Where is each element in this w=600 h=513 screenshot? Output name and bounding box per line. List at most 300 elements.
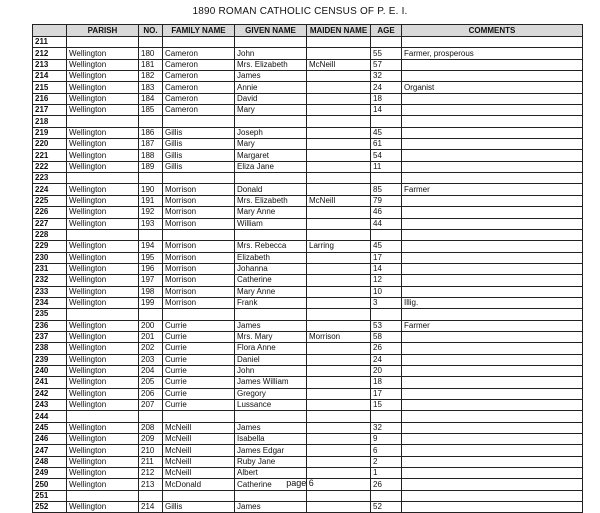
cell-parish [67, 173, 139, 184]
cell-family-name: Morrison [163, 184, 235, 195]
cell-age: 24 [371, 354, 402, 365]
cell-age: 45 [371, 241, 402, 252]
cell-family-name: McNeill [163, 456, 235, 467]
cell-maiden-name [307, 105, 371, 116]
cell-parish: Wellington [67, 105, 139, 116]
cell-row-number: 251 [33, 490, 67, 501]
cell-parish: Wellington [67, 139, 139, 150]
cell-comments [402, 331, 583, 342]
cell-entry-number: 195 [139, 252, 163, 263]
cell-age [371, 173, 402, 184]
cell-comments: Illig. [402, 297, 583, 308]
cell-given-name [235, 229, 307, 240]
cell-parish [67, 309, 139, 320]
cell-parish: Wellington [67, 127, 139, 138]
cell-row-number: 220 [33, 139, 67, 150]
table-row [33, 490, 583, 501]
cell-parish: Wellington [67, 365, 139, 376]
cell-age: 61 [371, 139, 402, 150]
cell-comments [402, 445, 583, 456]
cell-entry-number: 188 [139, 150, 163, 161]
table-row [33, 388, 583, 399]
table-row [33, 286, 583, 297]
cell-family-name: Gillis [163, 139, 235, 150]
cell-entry-number: 182 [139, 71, 163, 82]
cell-comments [402, 195, 583, 206]
cell-family-name [163, 37, 235, 48]
cell-comments [402, 456, 583, 467]
table-row [33, 173, 583, 184]
cell-parish: Wellington [67, 320, 139, 331]
cell-given-name: Annie [235, 82, 307, 93]
cell-age: 14 [371, 105, 402, 116]
cell-parish: Wellington [67, 502, 139, 513]
cell-row-number: 224 [33, 184, 67, 195]
cell-comments [402, 434, 583, 445]
cell-given-name: James [235, 320, 307, 331]
table-row [33, 93, 583, 104]
cell-age: 14 [371, 263, 402, 274]
cell-entry-number: 200 [139, 320, 163, 331]
cell-entry-number: 199 [139, 297, 163, 308]
cell-age [371, 309, 402, 320]
cell-parish: Wellington [67, 456, 139, 467]
cell-row-number: 221 [33, 150, 67, 161]
cell-comments [402, 422, 583, 433]
cell-parish [67, 411, 139, 422]
cell-row-number: 213 [33, 59, 67, 70]
cell-maiden-name [307, 207, 371, 218]
cell-maiden-name [307, 297, 371, 308]
table-row [33, 252, 583, 263]
cell-parish: Wellington [67, 297, 139, 308]
cell-maiden-name [307, 150, 371, 161]
cell-row-number: 245 [33, 422, 67, 433]
cell-comments [402, 139, 583, 150]
cell-given-name: Elizabeth [235, 252, 307, 263]
cell-row-number: 247 [33, 445, 67, 456]
cell-age: 11 [371, 161, 402, 172]
cell-given-name [235, 309, 307, 320]
table-row [33, 127, 583, 138]
cell-parish: Wellington [67, 275, 139, 286]
table-row [33, 241, 583, 252]
cell-parish: Wellington [67, 59, 139, 70]
cell-age: 6 [371, 445, 402, 456]
cell-comments [402, 343, 583, 354]
cell-age: 15 [371, 400, 402, 411]
cell-parish: Wellington [67, 82, 139, 93]
table-row [33, 309, 583, 320]
table-row [33, 434, 583, 445]
cell-given-name: Mary Anne [235, 207, 307, 218]
cell-given-name: Margaret [235, 150, 307, 161]
cell-given-name: Donald [235, 184, 307, 195]
cell-row-number: 246 [33, 434, 67, 445]
cell-family-name: Cameron [163, 59, 235, 70]
cell-given-name [235, 116, 307, 127]
cell-parish: Wellington [67, 241, 139, 252]
cell-parish: Wellington [67, 161, 139, 172]
cell-maiden-name [307, 377, 371, 388]
cell-entry-number: 201 [139, 331, 163, 342]
cell-given-name: Mrs. Elizabeth [235, 59, 307, 70]
cell-family-name [163, 173, 235, 184]
cell-family-name [163, 116, 235, 127]
table-row [33, 229, 583, 240]
cell-age [371, 116, 402, 127]
cell-comments [402, 241, 583, 252]
cell-entry-number: 193 [139, 218, 163, 229]
table-row [33, 207, 583, 218]
cell-entry-number: 202 [139, 343, 163, 354]
cell-entry-number [139, 229, 163, 240]
cell-parish: Wellington [67, 195, 139, 206]
cell-given-name: James [235, 422, 307, 433]
cell-family-name [163, 309, 235, 320]
cell-row-number: 240 [33, 365, 67, 376]
cell-family-name: Morrison [163, 195, 235, 206]
cell-age: 55 [371, 48, 402, 59]
cell-given-name: John [235, 365, 307, 376]
cell-maiden-name [307, 286, 371, 297]
cell-entry-number: 194 [139, 241, 163, 252]
table-row [33, 218, 583, 229]
cell-maiden-name [307, 275, 371, 286]
cell-comments [402, 490, 583, 501]
cell-family-name [163, 490, 235, 501]
cell-given-name: Frank [235, 297, 307, 308]
cell-entry-number: 192 [139, 207, 163, 218]
cell-comments [402, 207, 583, 218]
cell-comments [402, 105, 583, 116]
cell-family-name: Gillis [163, 161, 235, 172]
cell-given-name: William [235, 218, 307, 229]
cell-comments: Farmer [402, 320, 583, 331]
cell-given-name: Daniel [235, 354, 307, 365]
header-maiden-name: MAIDEN NAME [307, 25, 371, 37]
cell-comments: Farmer [402, 184, 583, 195]
table-row [33, 161, 583, 172]
header-age: AGE [371, 25, 402, 37]
census-body [33, 37, 583, 513]
cell-maiden-name: McNeill [307, 195, 371, 206]
cell-family-name: McNeill [163, 422, 235, 433]
table-row [33, 445, 583, 456]
cell-family-name: Morrison [163, 252, 235, 263]
cell-entry-number: 210 [139, 445, 163, 456]
cell-family-name: Cameron [163, 105, 235, 116]
cell-entry-number: 196 [139, 263, 163, 274]
cell-row-number: 211 [33, 37, 67, 48]
table-row [33, 48, 583, 59]
cell-given-name: James William [235, 377, 307, 388]
cell-comments [402, 388, 583, 399]
cell-family-name [163, 229, 235, 240]
cell-row-number: 248 [33, 456, 67, 467]
cell-age [371, 37, 402, 48]
cell-entry-number: 208 [139, 422, 163, 433]
cell-age: 54 [371, 150, 402, 161]
table-row [33, 365, 583, 376]
header-given-name: GIVEN NAME [235, 25, 307, 37]
cell-maiden-name [307, 161, 371, 172]
cell-family-name: Currie [163, 320, 235, 331]
cell-row-number: 212 [33, 48, 67, 59]
cell-entry-number: 203 [139, 354, 163, 365]
cell-age [371, 229, 402, 240]
cell-maiden-name [307, 434, 371, 445]
cell-given-name: Flora Anne [235, 343, 307, 354]
table-row [33, 411, 583, 422]
cell-entry-number: 183 [139, 82, 163, 93]
cell-family-name: Cameron [163, 48, 235, 59]
table-row [33, 37, 583, 48]
cell-row-number: 218 [33, 116, 67, 127]
cell-age: 52 [371, 502, 402, 513]
cell-comments [402, 309, 583, 320]
table-row [33, 150, 583, 161]
cell-maiden-name [307, 48, 371, 59]
cell-family-name: Morrison [163, 275, 235, 286]
cell-age: 24 [371, 82, 402, 93]
cell-comments [402, 400, 583, 411]
cell-age: 57 [371, 59, 402, 70]
cell-given-name: Isabella [235, 434, 307, 445]
header-family-name: FAMILY NAME [163, 25, 235, 37]
cell-comments: Farmer, prosperous [402, 48, 583, 59]
cell-parish: Wellington [67, 286, 139, 297]
cell-parish: Wellington [67, 434, 139, 445]
cell-given-name: John [235, 48, 307, 59]
cell-comments: Organist [402, 82, 583, 93]
table-row [33, 422, 583, 433]
table-row [33, 71, 583, 82]
cell-row-number: 242 [33, 388, 67, 399]
cell-family-name: McNeill [163, 468, 235, 479]
table-row [33, 456, 583, 467]
cell-given-name: David [235, 93, 307, 104]
cell-age: 32 [371, 71, 402, 82]
cell-family-name: Currie [163, 388, 235, 399]
table-row [33, 377, 583, 388]
cell-family-name: Currie [163, 331, 235, 342]
cell-entry-number: 212 [139, 468, 163, 479]
cell-row-number: 226 [33, 207, 67, 218]
cell-entry-number: 206 [139, 388, 163, 399]
table-row [33, 502, 583, 513]
cell-row-number: 243 [33, 400, 67, 411]
cell-parish: Wellington [67, 184, 139, 195]
cell-family-name: Cameron [163, 82, 235, 93]
cell-maiden-name [307, 400, 371, 411]
cell-row-number: 217 [33, 105, 67, 116]
cell-given-name [235, 37, 307, 48]
cell-comments [402, 218, 583, 229]
cell-comments [402, 263, 583, 274]
cell-parish: Wellington [67, 377, 139, 388]
cell-family-name: Currie [163, 354, 235, 365]
table-row [33, 184, 583, 195]
cell-row-number: 239 [33, 354, 67, 365]
table-row [33, 116, 583, 127]
cell-comments [402, 252, 583, 263]
table-row [33, 297, 583, 308]
cell-family-name: Morrison [163, 263, 235, 274]
cell-maiden-name [307, 263, 371, 274]
header-parish: PARISH [67, 25, 139, 37]
cell-comments [402, 275, 583, 286]
table-row [33, 275, 583, 286]
table-row [33, 82, 583, 93]
cell-parish: Wellington [67, 93, 139, 104]
cell-age: 26 [371, 479, 402, 490]
cell-age: 32 [371, 422, 402, 433]
document-title: 1890 ROMAN CATHOLIC CENSUS OF P. E. I. [192, 6, 408, 17]
cell-entry-number: 185 [139, 105, 163, 116]
table-row [33, 343, 583, 354]
cell-row-number: 233 [33, 286, 67, 297]
cell-maiden-name [307, 354, 371, 365]
cell-family-name: Currie [163, 377, 235, 388]
cell-parish [67, 116, 139, 127]
cell-age: 44 [371, 218, 402, 229]
cell-comments [402, 173, 583, 184]
cell-row-number: 252 [33, 502, 67, 513]
cell-comments [402, 127, 583, 138]
cell-family-name: Gillis [163, 150, 235, 161]
page-number: page 6 [286, 478, 314, 488]
cell-maiden-name [307, 422, 371, 433]
cell-row-number: 231 [33, 263, 67, 274]
cell-given-name: Joseph [235, 127, 307, 138]
cell-age: 1 [371, 468, 402, 479]
cell-family-name: Currie [163, 365, 235, 376]
cell-maiden-name [307, 37, 371, 48]
cell-given-name: Catherine [235, 275, 307, 286]
cell-entry-number [139, 173, 163, 184]
cell-comments [402, 411, 583, 422]
cell-row-number: 228 [33, 229, 67, 240]
cell-row-number: 223 [33, 173, 67, 184]
cell-family-name: Currie [163, 400, 235, 411]
cell-row-number: 249 [33, 468, 67, 479]
cell-entry-number: 189 [139, 161, 163, 172]
cell-given-name: James [235, 502, 307, 513]
cell-maiden-name [307, 309, 371, 320]
cell-row-number: 237 [33, 331, 67, 342]
cell-entry-number: 184 [139, 93, 163, 104]
cell-family-name: Morrison [163, 241, 235, 252]
cell-age: 53 [371, 320, 402, 331]
cell-comments [402, 365, 583, 376]
cell-entry-number: 214 [139, 502, 163, 513]
cell-comments [402, 229, 583, 240]
cell-family-name: Morrison [163, 218, 235, 229]
cell-maiden-name [307, 173, 371, 184]
cell-family-name: Morrison [163, 297, 235, 308]
cell-maiden-name [307, 445, 371, 456]
cell-row-number: 238 [33, 343, 67, 354]
cell-age: 18 [371, 377, 402, 388]
cell-family-name: McDonald [163, 479, 235, 490]
cell-given-name [235, 173, 307, 184]
cell-entry-number: 198 [139, 286, 163, 297]
cell-maiden-name [307, 139, 371, 150]
table-row [33, 331, 583, 342]
cell-entry-number [139, 37, 163, 48]
table-row [33, 195, 583, 206]
cell-comments [402, 59, 583, 70]
cell-maiden-name [307, 93, 371, 104]
cell-given-name [235, 490, 307, 501]
table-row [33, 354, 583, 365]
header-comments: COMMENTS [402, 25, 583, 37]
cell-maiden-name: Larring [307, 241, 371, 252]
cell-parish: Wellington [67, 207, 139, 218]
header-no: NO. [139, 25, 163, 37]
cell-row-number: 230 [33, 252, 67, 263]
cell-row-number: 227 [33, 218, 67, 229]
cell-parish: Wellington [67, 263, 139, 274]
cell-given-name: Mary Anne [235, 286, 307, 297]
cell-entry-number: 187 [139, 139, 163, 150]
cell-age: 79 [371, 195, 402, 206]
cell-age: 45 [371, 127, 402, 138]
cell-given-name: James Edgar [235, 445, 307, 456]
cell-age [371, 411, 402, 422]
cell-row-number: 229 [33, 241, 67, 252]
cell-given-name: Mary [235, 139, 307, 150]
cell-maiden-name [307, 343, 371, 354]
cell-entry-number: 213 [139, 479, 163, 490]
cell-row-number: 225 [33, 195, 67, 206]
cell-given-name: Lussance [235, 400, 307, 411]
cell-parish: Wellington [67, 331, 139, 342]
cell-entry-number: 197 [139, 275, 163, 286]
table-row [33, 263, 583, 274]
cell-parish: Wellington [67, 218, 139, 229]
cell-comments [402, 354, 583, 365]
cell-row-number: 215 [33, 82, 67, 93]
cell-family-name: McNeill [163, 434, 235, 445]
cell-family-name [163, 411, 235, 422]
cell-parish [67, 490, 139, 501]
cell-parish [67, 229, 139, 240]
cell-row-number: 222 [33, 161, 67, 172]
cell-comments [402, 71, 583, 82]
cell-given-name: Catherine [235, 479, 307, 490]
cell-maiden-name [307, 411, 371, 422]
cell-parish: Wellington [67, 445, 139, 456]
cell-family-name: Cameron [163, 71, 235, 82]
cell-maiden-name: Morrison [307, 331, 371, 342]
cell-entry-number: 180 [139, 48, 163, 59]
cell-row-number: 232 [33, 275, 67, 286]
cell-given-name: Eliza Jane [235, 161, 307, 172]
cell-maiden-name [307, 456, 371, 467]
cell-given-name: Albert [235, 468, 307, 479]
cell-entry-number: 205 [139, 377, 163, 388]
cell-given-name: Mrs. Mary [235, 331, 307, 342]
table-row [33, 320, 583, 331]
cell-given-name: Johanna [235, 263, 307, 274]
cell-given-name: Mrs. Rebecca [235, 241, 307, 252]
cell-maiden-name [307, 82, 371, 93]
cell-comments [402, 161, 583, 172]
cell-comments [402, 37, 583, 48]
cell-comments [402, 93, 583, 104]
